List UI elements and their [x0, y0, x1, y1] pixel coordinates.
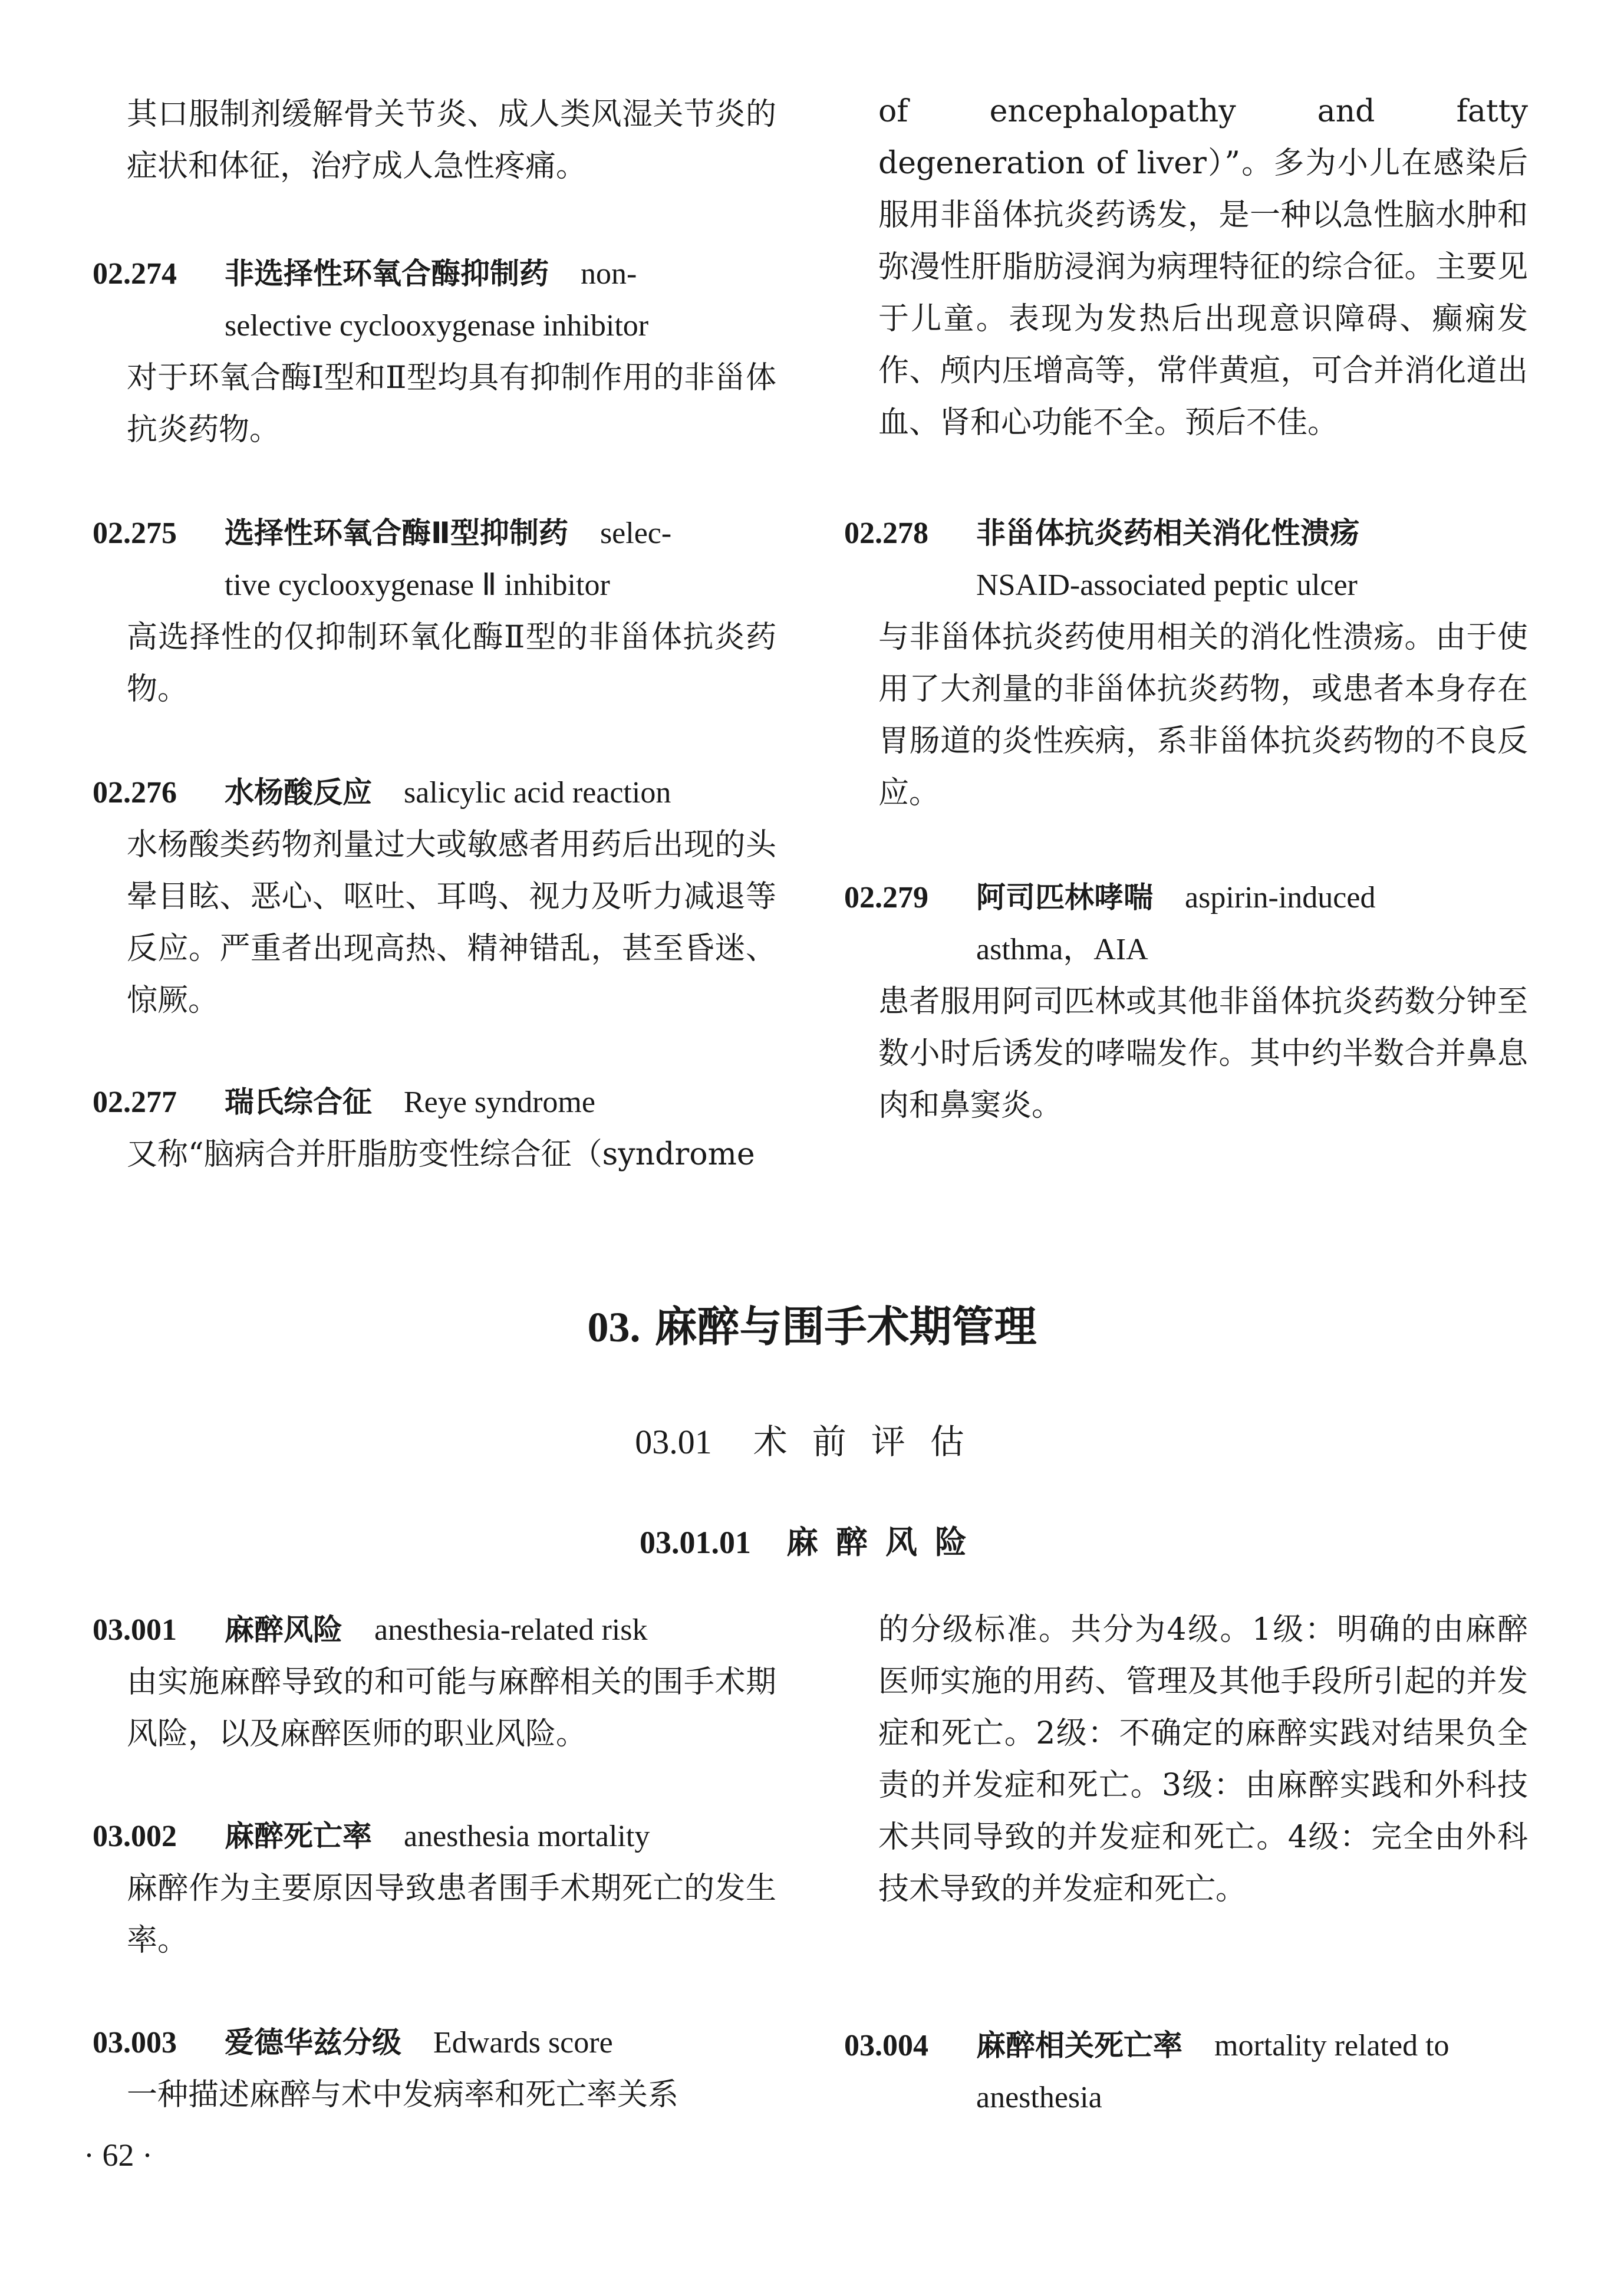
entry-head: [93, 1076, 776, 1129]
chapter-number: 03.: [587, 1304, 641, 1351]
term-en-continued: NSAID-associated peptic ulcer: [976, 568, 1358, 602]
entry-02-275: [93, 507, 776, 715]
definition: 水杨酸类药物剂量过大或敏感者用药后出现的头晕目眩、恶心、呕吐、耳鸣、视力及听力减退等反应。严重者出现高热、精神错乱，甚至昏迷、惊厥。: [127, 827, 776, 1018]
subsection-heading: [0, 1515, 1624, 1569]
subsection-title: 麻醉风险: [786, 1524, 984, 1561]
entry-number: 03.001: [93, 1613, 177, 1647]
term-en: anesthesia mortality: [404, 1820, 650, 1853]
term-zh: 选择性环氧合酶Ⅱ型抑制药: [225, 516, 568, 550]
entry-head: [93, 1604, 776, 1656]
entry-02-277: [93, 1076, 776, 1180]
entry-02-274: [93, 248, 776, 456]
section-heading: [0, 1415, 1624, 1469]
term-zh: 水杨酸反应: [225, 775, 372, 810]
entry-head: [844, 507, 1528, 560]
subsection-number: 03.01.01: [640, 1525, 751, 1560]
term-zh: 麻醉风险: [225, 1613, 342, 1647]
term-en: anesthesia-related risk: [374, 1613, 648, 1647]
definition: 与非甾体抗炎药使用相关的消化性溃疡。由于使用了大剂量的非甾体抗炎药物，或患者本身存在胃肠道的炎性疾病，系非甾体抗炎药物的不良反应。: [878, 620, 1528, 811]
entry-02-278: [844, 507, 1528, 819]
term-zh: 瑞氏综合征: [225, 1085, 372, 1119]
term-en-continued: selective cyclooxygenase inhibitor: [225, 309, 649, 343]
entry-number: 03.002: [93, 1820, 177, 1853]
term-zh: 阿司匹林哮喘: [976, 880, 1153, 915]
term-en-continued: tive cyclooxygenase Ⅱ inhibitor: [225, 568, 610, 602]
term-en: aspirin-induced: [1185, 881, 1376, 915]
term-en: salicylic acid reaction: [404, 776, 671, 810]
term-zh: 非选择性环氧合酶抑制药: [225, 256, 549, 291]
entry-number: 03.003: [93, 2026, 177, 2060]
term-en: non-: [581, 257, 637, 291]
page-number: · 62 ·: [84, 2137, 153, 2173]
entry-02-276: [93, 767, 776, 1027]
entry-number: 02.279: [844, 881, 928, 915]
entry-head: [93, 767, 776, 819]
section-number: 03.01: [635, 1423, 712, 1461]
term-en-continued: anesthesia: [976, 2081, 1102, 2114]
entry-number: 03.004: [844, 2029, 928, 2063]
definition: 对于环氧合酶Ⅰ型和Ⅱ型均具有抑制作用的非甾体抗炎药物。: [127, 360, 776, 448]
term-en-continued: asthma，AIA: [976, 933, 1148, 966]
definition: 患者服用阿司匹林或其他非甾体抗炎药数分钟至数小时后诱发的哮喘发作。其中约半数合并鼻息肉和鼻窦炎。: [878, 984, 1528, 1123]
section-title: 术前评估: [753, 1422, 989, 1462]
term-en: mortality related to: [1214, 2029, 1450, 2063]
entry-03-002: [93, 1810, 776, 1966]
continuation-text: 其口服制剂缓解骨关节炎、成人类风湿关节炎的症状和体征，治疗成人急性疼痛。: [127, 97, 776, 184]
definition-start: 一种描述麻醉与术中发病率和死亡率关系: [127, 2077, 679, 2113]
entry-head: [93, 248, 776, 300]
entry-number: 02.278: [844, 517, 928, 550]
term-zh: 麻醉死亡率: [225, 1819, 372, 1853]
definition-continued: of encephalopathy and fatty degeneration of liver）”。多为小儿在感染后服用非甾体抗炎药诱发，是一种以急性脑水肿和弥漫性肝脂肪浸润为病理特征的综合征。主要见于儿童。表现为发热后出现意识障碍、癫痫发作、颅内压增高等，常伴黄疸，可合并消化道出血、肾和心功能不全。预后不佳。: [878, 94, 1528, 440]
term-zh: 麻醉相关死亡率: [976, 2028, 1182, 2063]
chapter-title: 麻醉与围手术期管理: [654, 1302, 1037, 1351]
entry-head: [844, 2019, 1528, 2072]
term-en: Reye syndrome: [404, 1085, 595, 1119]
entry-03-003-continued: [844, 1604, 1528, 1915]
entry-head: [93, 1810, 776, 1863]
definition: 麻醉作为主要原因导致患者围手术期死亡的发生率。: [127, 1871, 776, 1958]
definition-continued: 的分级标准。共分为4级。1级：明确的由麻醉医师实施的用药、管理及其他手段所引起的并发症和死亡。2级：不确定的麻醉实践对结果负全责的并发症和死亡。3级：由麻醉实践和外科技术共同导致的并发症和死亡。4级：完全由外科技术导致的并发症和死亡。: [878, 1612, 1528, 1907]
entry-number: 02.274: [93, 257, 177, 291]
entry-number: 02.277: [93, 1085, 177, 1119]
definition-start: 又称“脑病合并肝脂肪变性综合征（syndrome: [127, 1137, 755, 1172]
term-zh: 爱德华兹分级: [225, 2025, 401, 2060]
term-en: selec-: [599, 517, 672, 550]
entry-03-001: [93, 1604, 776, 1760]
entry-03-003: [93, 2017, 776, 2121]
entry-02-279: [844, 871, 1528, 1131]
term-en: Edwards score: [433, 2026, 613, 2060]
entry-02-277-continued: [844, 85, 1528, 449]
entry-head: [93, 507, 776, 560]
entry-head: [844, 871, 1528, 924]
entry-number: 02.275: [93, 517, 177, 550]
definition: 由实施麻醉导致的和可能与麻醉相关的围手术期风险，以及麻醉医师的职业风险。: [127, 1665, 776, 1752]
entry-03-004: [844, 2019, 1528, 2124]
top-left-continuation: [93, 88, 776, 192]
term-zh: 非甾体抗炎药相关消化性溃疡: [976, 516, 1359, 550]
definition: 高选择性的仅抑制环氧化酶Ⅱ型的非甾体抗炎药物。: [127, 620, 776, 707]
entry-number: 02.276: [93, 776, 177, 810]
entry-head: [93, 2017, 776, 2069]
chapter-heading: [0, 1294, 1624, 1360]
